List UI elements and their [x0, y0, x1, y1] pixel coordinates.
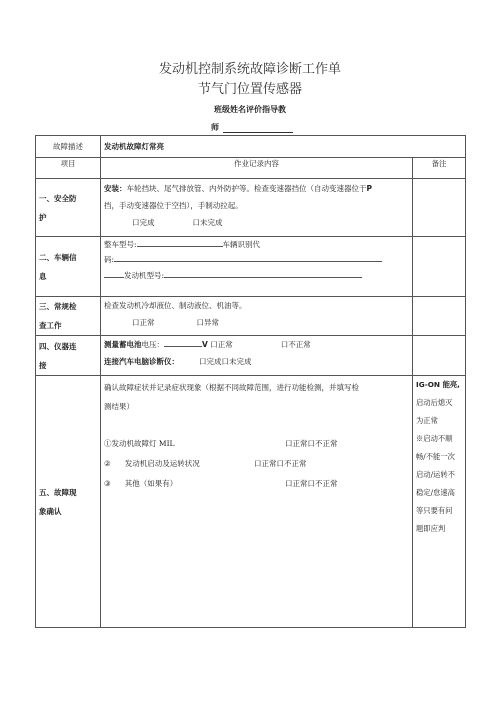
engine-lead-blank — [104, 268, 124, 278]
section-instrument — [36, 336, 466, 376]
worksheet-subtitle: 节气门位置传感器 — [197, 82, 302, 97]
symptom-intro-a: 确认故障症状并记录症状现象（根据不同故障范围，进行功能检测，并填写检 — [104, 383, 359, 392]
remark-line-6: 启动/运转不 — [416, 470, 455, 479]
symptom-item-3-label: 其他（如果有） — [124, 479, 178, 488]
symptom-item-2-num: ② — [104, 459, 111, 468]
section-symptom-remark — [413, 376, 466, 628]
remark-line-5: 畅/不能一次 — [416, 452, 455, 461]
symptom-item-1-num: ① — [104, 439, 112, 448]
section-instrument-title — [36, 336, 101, 376]
section-instrument-title-b: 接 — [39, 360, 47, 370]
section-symptom-title — [36, 376, 101, 628]
remark-line-4: ※启动不顺 — [416, 434, 453, 443]
section-vehicle-remark — [413, 237, 466, 297]
section-routine-content — [101, 297, 413, 336]
section-safety-title-b: 护 — [39, 212, 47, 222]
safety-done-checkbox[interactable]: 口完成 — [132, 218, 155, 227]
teacher-line — [211, 122, 293, 133]
remark-line-9: 题即应判 — [416, 524, 446, 533]
header-record: 作业记录内容 — [101, 158, 413, 179]
section-symptom-content — [101, 376, 413, 628]
remark-line-2: 启动后熄灭 — [416, 398, 453, 407]
safety-lead: 安装： — [104, 184, 127, 193]
symptom-item-2-label: 发动机启动及运转状况 — [124, 459, 200, 468]
vin-field[interactable] — [114, 252, 382, 262]
engine-model-label: 发动机型号: — [124, 271, 165, 280]
section-safety — [36, 179, 466, 237]
section-vehicle-title-a: 二、车辆信 — [39, 252, 77, 262]
symptom-item-2 — [104, 454, 409, 474]
section-routine-title — [36, 297, 101, 336]
connect-done-checkbox[interactable]: 口完成 — [199, 357, 222, 366]
safety-text-b: 挡，手动变速器位于空挡），手制动拉起。 — [104, 201, 243, 210]
vin-label-b: 码: — [104, 255, 115, 264]
header-remark: 备注 — [413, 158, 466, 179]
symptom-item-3 — [104, 474, 409, 494]
voltage-unit: V — [202, 340, 208, 349]
engine-model-field[interactable] — [164, 268, 362, 278]
section-symptom-title-a: 五、故障现 — [39, 487, 77, 497]
vehicle-model-field[interactable] — [137, 237, 223, 247]
symptom-item-2-checkbox[interactable]: 口正常口不正常 — [254, 459, 307, 468]
symptom-item-3-num: ③ — [104, 479, 111, 488]
connect-undone-checkbox[interactable]: 口未完成 — [221, 357, 252, 366]
section-vehicle-title-b: 息 — [39, 271, 47, 281]
safety-text-a: 车轮挡块、尾气排放管、内外防护等。检查变速器挡位（自动变速器位于 — [126, 184, 367, 193]
section-safety-remark — [413, 179, 466, 237]
section-safety-content — [101, 179, 413, 237]
section-vehicle — [36, 237, 466, 297]
section-symptom-confirm — [36, 376, 466, 628]
worksheet-table — [35, 135, 466, 628]
safety-gear-p: P — [366, 184, 372, 193]
vin-label-a: 车辆识别代 — [222, 240, 261, 249]
routine-text: 检查发动机冷却液位、制动液位、机油等。 — [104, 301, 247, 310]
routine-abnormal-checkbox[interactable]: 口异常 — [196, 318, 219, 327]
battery-voltage-label: 电压： — [141, 340, 164, 349]
fault-label: 故障描述 — [36, 136, 101, 158]
symptom-item-1-label: 发动机故障灯 MIL — [111, 439, 175, 448]
safety-undone-checkbox[interactable]: 口未完成 — [192, 218, 223, 227]
fault-row — [36, 136, 466, 158]
vehicle-model-label: 整车型号: — [104, 240, 137, 249]
teacher-blank[interactable] — [223, 124, 293, 133]
section-instrument-remark — [413, 336, 466, 376]
header-row — [36, 158, 466, 179]
symptom-item-1 — [104, 434, 409, 454]
section-symptom-title-b: 象确认 — [39, 506, 62, 516]
section-vehicle-content — [101, 237, 413, 297]
section-safety-title-a: 一、安全防 — [39, 193, 77, 203]
symptom-item-3-checkbox[interactable]: 口正常口不正常 — [285, 479, 338, 488]
section-routine-title-b: 查工作 — [39, 321, 62, 330]
remark-line-7: 稳定/怠速高 — [416, 488, 455, 497]
header-item: 项目 — [36, 158, 101, 179]
section-safety-title — [36, 179, 101, 237]
battery-abnormal-checkbox[interactable]: 口不正常 — [280, 340, 311, 349]
remark-line-3: 为正常 — [416, 416, 438, 425]
section-instrument-content — [101, 336, 413, 376]
section-vehicle-title — [36, 237, 101, 297]
class-name-evaluation-line: 班级姓名评价指导教 — [214, 105, 286, 114]
section-routine-remark — [413, 297, 466, 336]
section-instrument-title-a: 四、仪器连 — [39, 341, 77, 351]
teacher-label: 师 — [211, 123, 219, 132]
routine-normal-checkbox[interactable]: 口正常 — [132, 318, 155, 327]
fault-value: 发动机故障灯常亮 — [101, 136, 466, 158]
remark-line-1: IG-ON 能亮, — [416, 380, 460, 389]
symptom-intro-b: 测结果） — [104, 402, 134, 411]
battery-normal-checkbox[interactable]: 口正常 — [210, 340, 233, 349]
diagnostic-connect-label: 连接汽车电脑诊断仪： — [104, 357, 179, 366]
battery-voltage-field[interactable] — [164, 337, 202, 347]
section-routine-title-a: 三、常规检 — [39, 302, 77, 311]
remark-line-8: 等只要有问 — [416, 506, 453, 515]
symptom-item-1-checkbox[interactable]: 口正常口不正常 — [285, 439, 338, 448]
section-routine-check — [36, 297, 466, 336]
worksheet-title: 发动机控制系统故障诊断工作单 — [158, 62, 341, 77]
battery-label: 测量蓄电池 — [104, 340, 142, 349]
